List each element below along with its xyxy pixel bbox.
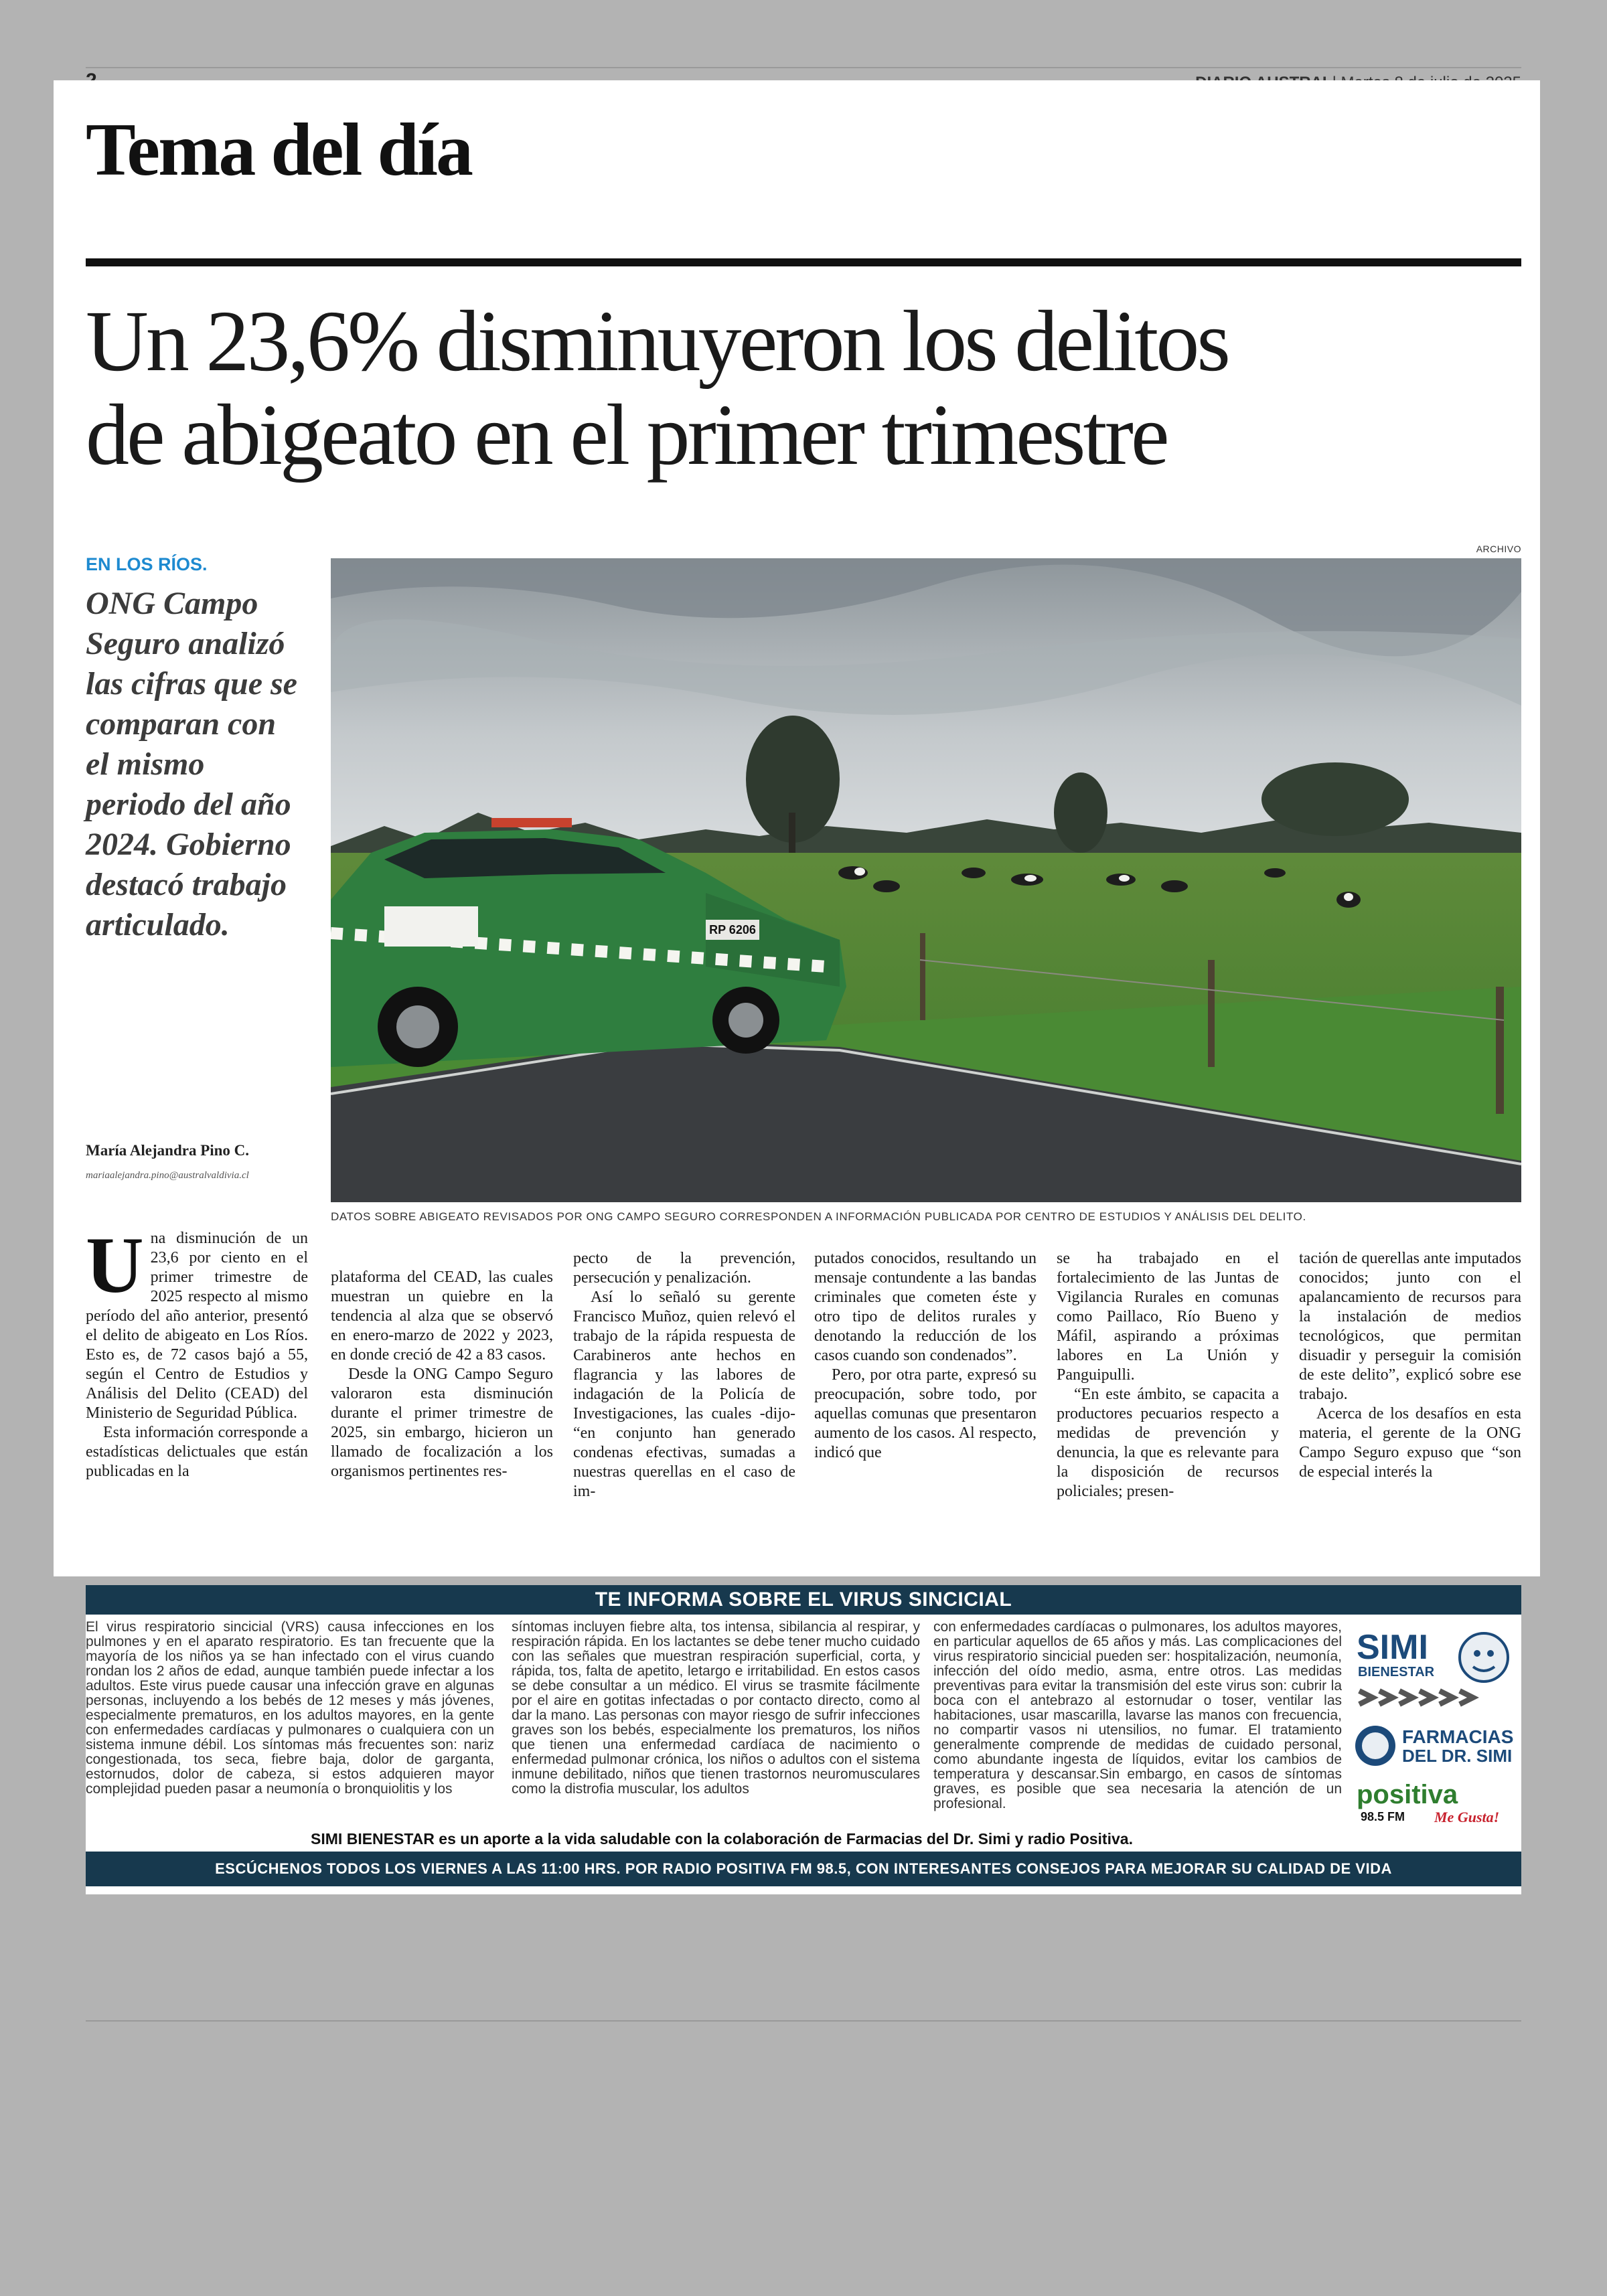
col2-paragraph-1: plataforma del CEAD, las cuales muestran un quiebre en la tendencia al alza que se observó en enero-marzo de 2022 y 2023, en donde creció de 42 a 83 casos. (331, 1268, 553, 1364)
col1-paragraph-1: na disminución de un 23,6 por ciento en el primer trimestre de 2025 respecto al mismo período del año anterior, presentó el delito de abigeato en Los Ríos. Esto es, de 72 casos bajó a 55, según el Centro de Estudios y Análisis del Delito (CEAD) del Ministerio de Seguridad Pública. (86, 1230, 308, 1422)
positiva-logo-tagline: Me Gusta! (1434, 1809, 1500, 1825)
section-title: Tema del día (86, 108, 471, 191)
license-plate: RP 6206 (709, 923, 756, 936)
col5-paragraph-1: se ha trabajado en el fortalecimiento de las Juntas de Vigilancia Rurales en comunas como Paillaco, Río Bueno y Máfil, aspirando a próximas labores en La Unión y Panguipulli. (1057, 1250, 1279, 1384)
simi-logo-text: SIMI (1357, 1628, 1428, 1667)
ad-column-1 (86, 1620, 494, 1797)
col3-paragraph-1: pecto de la prevención, persecución y penalización. (573, 1250, 795, 1287)
headline-line-2: de abigeato en el primer trimestre (86, 387, 1167, 483)
top-rule (86, 67, 1521, 68)
col5-paragraph-2: “En este ámbito, se capacita a productores pecuarios respecto a medidas de prevención y denuncia, la que es relevante para la disposición de recursos policiales; presen- (1057, 1386, 1279, 1500)
farmacias-logo-text-2: DEL DR. SIMI (1402, 1746, 1513, 1766)
column-6 (1299, 1249, 1521, 1482)
column-4 (814, 1249, 1037, 1463)
column-5 (1057, 1249, 1279, 1501)
col3-paragraph-2: Así lo señaló su gerente Francisco Muñoz, quien relevó el trabajo de la rápida respuesta de Carabineros ante hechos en flagrancia y las labores de indagación de la Policía de Investigaciones, las cuales -dijo- “en conjunto han generado condenas efectivas, sumadas a nuestras querellas en el caso de im- (573, 1289, 795, 1500)
ad-column-2 (512, 1620, 920, 1797)
headline-line-1: Un 23,6% disminuyeron los delitos (86, 293, 1228, 390)
farmacias-logo-text-1: FARMACIAS (1402, 1726, 1513, 1747)
section-rule (86, 258, 1521, 266)
ad-text-2: síntomas incluyen fiebre alta, tos intensa, sibilancia al respirar, y respiración rápida. En los lactantes se debe tener mucho cuidado con las señales que muestran respiración superficial, corta, y rápida, tos, falta de apetito, letargo e irritabilidad. En estos casos se debe consultar a un médico. El virus se trasmite fácilmente por el aire en gotitas infectadas o por contacto directo, como al dar la mano. Las personas con mayor riesgo de sufrir infecciones graves son los bebés, especialmente los prematuros, los niños que tienen una enfermedad cardíaca de nacimiento o enfermedad pulmonar crónica, los niños o adultos con el sistema inmune debilitado, niños que tienen trastornos neuromusculares como la distrofia muscular, los adultos (512, 1619, 920, 1797)
radio-positiva-logo (1354, 1779, 1515, 1831)
kicker: EN LOS RÍOS. (86, 554, 208, 574)
column-1 (86, 1220, 308, 1481)
col1-paragraph-2: Esta información corresponde a estadísticas delictuales que están publicadas en la (86, 1424, 308, 1480)
photo-credit: ARCHIVO (1476, 544, 1521, 554)
col4-paragraph-1: putados conocidos, resultando un mensaje contundente a las bandas criminales que cometen éste y otro tipo de delitos rurales y denotando la reducción de los casos cuando son condenados”. (814, 1250, 1037, 1364)
simi-bienestar-logo (1353, 1624, 1513, 1721)
byline: María Alejandra Pino C. (86, 1142, 250, 1159)
bottom-rule (86, 2020, 1521, 2022)
ad-column-3 (933, 1620, 1342, 1811)
column-3 (573, 1249, 795, 1501)
dek: ONG Campo Seguro analizó las cifras que se comparan con el mismo periodo del año 2024. Gobierno destacó trabajo articulado. (86, 586, 297, 942)
ad-text-3: con enfermedades cardíacas o pulmonares, los adultos mayores, en particular aquellos de 65 años y más. Las complicaciones del virus respiratorio sincicial pueden ser: hospitalización, neumonía, infección del oído medio, asma, entre otros. Las medidas preventivas para evitar la transmisión del este virus son: cubrir la boca con el antebrazo al estornudar o toser, ventilar las habitaciones, usar mascarilla, lavarse las manos con frecuencia, no compartir vasos ni utensilios, no fumar. El tratamiento generalmente comprende de medidas de cuidado personal, como abundante ingesta de líquidos, evitar los cambios de temperatura y descansar.Sin embargo, en casos de síntomas graves, es posible que sea necesaria la atención de un profesional. (933, 1619, 1342, 1811)
col6-paragraph-1: tación de querellas ante imputados conocidos; junto con el apalancamiento de recursos para la instalación de medios tecnológicos, que permitan disuadir y perseguir la comisión de este delito”, explicó sobre ese trabajo. (1299, 1250, 1521, 1403)
farmacias-dr-simi-logo (1353, 1720, 1513, 1777)
advertisement-simi (86, 1585, 1521, 1894)
photo-caption: DATOS SOBRE ABIGEATO REVISADOS POR ONG CAMPO SEGURO CORRESPONDEN A INFORMACIÓN PUBLICADA POR CENTRO DE ESTUDIOS Y ANÁLISIS DEL DELITO. (331, 1210, 1306, 1223)
positiva-logo-text: positiva (1357, 1780, 1458, 1809)
drop-cap: U (86, 1220, 144, 1309)
col4-paragraph-2: Pero, por otra parte, expresó su preocupación, sobre todo, por aquellas comunas que presentaron aumento de los casos. Al respecto, indicó que (814, 1366, 1037, 1461)
ad-credit-line: SIMI BIENESTAR es un aporte a la vida saludable con la colaboración de Farmacias del Dr. Simi y radio Positiva. (311, 1830, 1133, 1848)
ad-text-1: El virus respiratorio sincicial (VRS) causa infecciones en los pulmones y en el aparato respiratorio. Es tan frecuente que la mayoría de los niños ya se han infectado con el virus cuando rondan los 2 años de edad, aunque también puede infectar a los adultos. Este virus puede causar una infección grave en algunas personas, incluyendo a los bebés de 12 meses y más jóvenes, especialmente prematuros, en los adultos mayores, en la gente con enfermedades cardíacas y pulmonares o cualquiera con un sistema inmune débil. Los síntomas más frecuentes son: nariz congestionada, tos seca, fiebre baja, dolor de garganta, estornudos, dolor de cabeza, si estos adquieren mayor complejidad pueden pasar a neumonía o bronquiolitis y los (86, 1619, 494, 1797)
headline (86, 295, 1521, 482)
column-2 (331, 1268, 553, 1481)
police-car-field-image (331, 558, 1521, 1202)
ad-heading: TE INFORMA SOBRE EL VIRUS SINCICIAL (86, 1585, 1521, 1615)
col6-paragraph-2: Acerca de los desafíos en esta materia, el gerente de la ONG Campo Seguro expuso que “son de especial interés la (1299, 1405, 1521, 1481)
simi-logo-subtext: BIENESTAR (1358, 1665, 1435, 1679)
byline-email: mariaalejandra.pino@australvaldivia.cl (86, 1170, 249, 1181)
ad-footer-banner: ESCÚCHENOS TODOS LOS VIERNES A LAS 11:00 HRS. POR RADIO POSITIVA FM 98.5, CON INTERESANTES CONSEJOS PARA MEJORAR SU CALIDAD DE VIDA (86, 1852, 1521, 1886)
col2-paragraph-2: Desde la ONG Campo Seguro valoraron esta disminución durante el primer trimestre de 2025, sin embargo, hicieron un llamado de focalización a los organismos pertinentes res- (331, 1366, 553, 1480)
article-photo (331, 558, 1521, 1202)
positiva-logo-frequency: 98.5 FM (1361, 1810, 1405, 1823)
